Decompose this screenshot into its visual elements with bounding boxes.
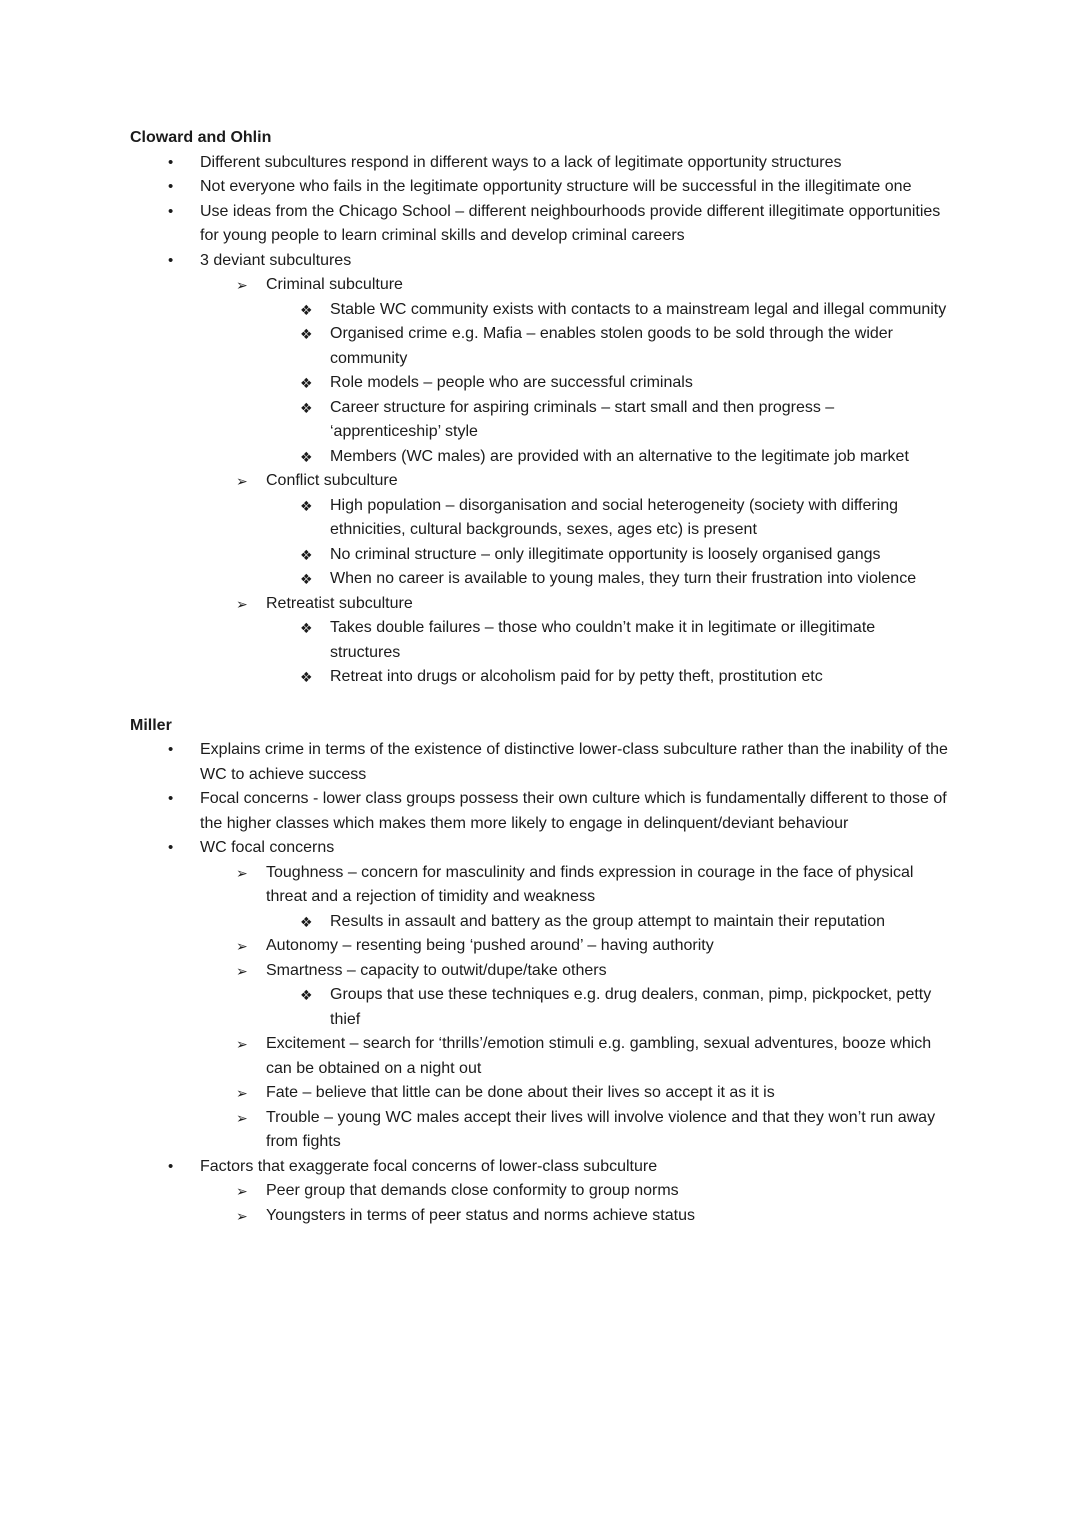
diamond-bullet-icon: ❖ (300, 669, 313, 685)
list-item (130, 396, 948, 445)
arrow-bullet-icon: ➢ (236, 864, 248, 881)
arrow-bullet-icon: ➢ (236, 1207, 248, 1224)
arrow-bullet-icon: ➢ (236, 938, 248, 954)
diamond-bullet-icon: ❖ (300, 399, 313, 416)
list-item-text: When no career is available to young males, they turn their frustration into violence (330, 570, 917, 587)
list-item (130, 910, 948, 935)
list-item (130, 298, 948, 323)
list-item-text: Not everyone who fails in the legitimate opportunity structure will be successful in the illegitimate one (200, 178, 912, 195)
list-item (130, 787, 948, 836)
diamond-bullet-icon: ❖ (300, 546, 313, 563)
list-item-text: Different subcultures respond in different ways to a lack of legitimate opportunity structures (200, 153, 842, 171)
list-item-text: Takes double failures – those who couldn’t make it in legitimate or illegitimate structures (330, 619, 876, 661)
list-item (130, 738, 948, 787)
list-item-text: Results in assault and battery as the group attempt to maintain their reputation (330, 912, 885, 930)
bullet-icon: • (168, 1157, 174, 1175)
bullet-icon: • (168, 741, 174, 758)
list-item-text: Focal concerns - lower class groups possess their own culture which is fundamentally different to those of the higher classes which makes them more likely to engage in delinquent/deviant behaviour (200, 790, 947, 832)
bullet-icon: • (168, 251, 174, 269)
list-item (130, 616, 948, 665)
arrow-bullet-icon: ➢ (236, 962, 248, 979)
bullet-icon: • (168, 790, 174, 807)
list-item-text: Role models – people who are successful criminals (330, 374, 693, 391)
list-item (130, 665, 948, 690)
diamond-bullet-icon: ❖ (300, 301, 313, 318)
list-item-text: High population – disorganisation and social heterogeneity (society with differing ethnicities, cultural backgrounds, sexes, ages etc) is present (330, 496, 899, 538)
list-item (130, 494, 948, 543)
diamond-bullet-icon: ❖ (300, 497, 313, 514)
list-item-text: Members (WC males) are provided with an alternative to the legitimate job market (330, 447, 909, 465)
list-item (130, 469, 948, 494)
list-item (130, 1179, 948, 1204)
list-item-text: Peer group that demands close conformity to group norms (266, 1182, 679, 1199)
list-item-text: Retreatist subculture (266, 594, 413, 612)
diamond-bullet-icon: ❖ (300, 326, 313, 342)
list-item-text: Explains crime in terms of the existence of distinctive lower-class subculture rather than the inability of the WC to achieve success (200, 741, 948, 783)
section-cloward-and-ohlin (130, 126, 948, 690)
list-item (130, 1032, 948, 1081)
list-item-text: Use ideas from the Chicago School – different neighbourhoods provide different illegitimate opportunities for young people to learn criminal skills and develop criminal careers (200, 202, 941, 244)
list-item (130, 322, 948, 371)
list-item-text: Criminal subculture (266, 276, 403, 293)
list-item-text: Organised crime e.g. Mafia – enables stolen goods to be sold through the wider community (330, 325, 893, 367)
list-item-text: WC focal concerns (200, 839, 335, 856)
list-item-text: Toughness – concern for masculinity and finds expression in courage in the face of physical threat and a rejection of timidity and weakness (266, 863, 914, 905)
list-item-text: Groups that use these techniques e.g. drug dealers, conman, pimp, pickpocket, petty thief (330, 986, 932, 1028)
list-item (130, 371, 948, 396)
arrow-bullet-icon: ➢ (236, 1036, 248, 1052)
list-item-text: Youngsters in terms of peer status and norms achieve status (266, 1206, 695, 1224)
arrow-bullet-icon: ➢ (236, 1109, 248, 1126)
list-item (130, 1106, 948, 1155)
section-heading: Miller (130, 716, 172, 734)
list-item (130, 1204, 948, 1229)
list-item (130, 543, 948, 568)
diamond-bullet-icon: ❖ (300, 375, 313, 391)
diamond-bullet-icon: ❖ (300, 913, 313, 930)
list-item (130, 249, 948, 274)
diamond-bullet-icon: ❖ (300, 987, 313, 1003)
diamond-bullet-icon: ❖ (300, 620, 313, 636)
list-item-text: Fate – believe that little can be done about their lives so accept it as it is (266, 1084, 775, 1101)
bullet-icon: • (168, 178, 174, 195)
list-item-text: 3 deviant subcultures (200, 251, 352, 269)
section-miller (130, 714, 948, 1229)
list-item (130, 934, 948, 959)
bullet-icon: • (168, 839, 174, 856)
list-item (130, 861, 948, 910)
section-heading: Cloward and Ohlin (130, 129, 272, 146)
bullet-icon: • (168, 153, 174, 171)
arrow-bullet-icon: ➢ (236, 595, 248, 612)
list-item (130, 1081, 948, 1106)
list-item-text: Career structure for aspiring criminals – start small and then progress – ‘apprenticeship’ style (330, 398, 835, 440)
bullet-icon: • (168, 202, 174, 220)
list-item-text: Trouble – young WC males accept their lives will involve violence and that they won’t run away from fights (266, 1108, 936, 1150)
list-item (130, 592, 948, 617)
diamond-bullet-icon: ❖ (300, 571, 313, 587)
list-item-text: Autonomy – resenting being ‘pushed around’ – having authority (266, 937, 714, 954)
list-item (130, 983, 948, 1032)
arrow-bullet-icon: ➢ (236, 1085, 248, 1101)
list-item (130, 200, 948, 249)
list-item (130, 175, 948, 200)
list-item (130, 836, 948, 861)
list-item (130, 567, 948, 592)
list-item (130, 959, 948, 984)
arrow-bullet-icon: ➢ (236, 1183, 248, 1199)
arrow-bullet-icon: ➢ (236, 473, 248, 489)
list-item-text: Conflict subculture (266, 472, 398, 489)
list-item-text: Smartness – capacity to outwit/dupe/take others (266, 961, 607, 979)
list-item-text: Stable WC community exists with contacts to a mainstream legal and illegal community (330, 300, 947, 318)
list-item-text: Retreat into drugs or alcoholism paid for by petty theft, prostitution etc (330, 668, 823, 685)
list-item (130, 445, 948, 470)
document-body (130, 126, 948, 1228)
arrow-bullet-icon: ➢ (236, 277, 248, 293)
list-item (130, 151, 948, 176)
diamond-bullet-icon: ❖ (300, 448, 313, 465)
list-item-text: Factors that exaggerate focal concerns of lower-class subculture (200, 1157, 658, 1175)
list-item (130, 1155, 948, 1180)
list-item (130, 273, 948, 298)
list-item-text: No criminal structure – only illegitimate opportunity is loosely organised gangs (330, 545, 881, 563)
list-item-text: Excitement – search for ‘thrills’/emotion stimuli e.g. gambling, sexual adventures, booze which can be obtained on a night out (266, 1035, 932, 1077)
